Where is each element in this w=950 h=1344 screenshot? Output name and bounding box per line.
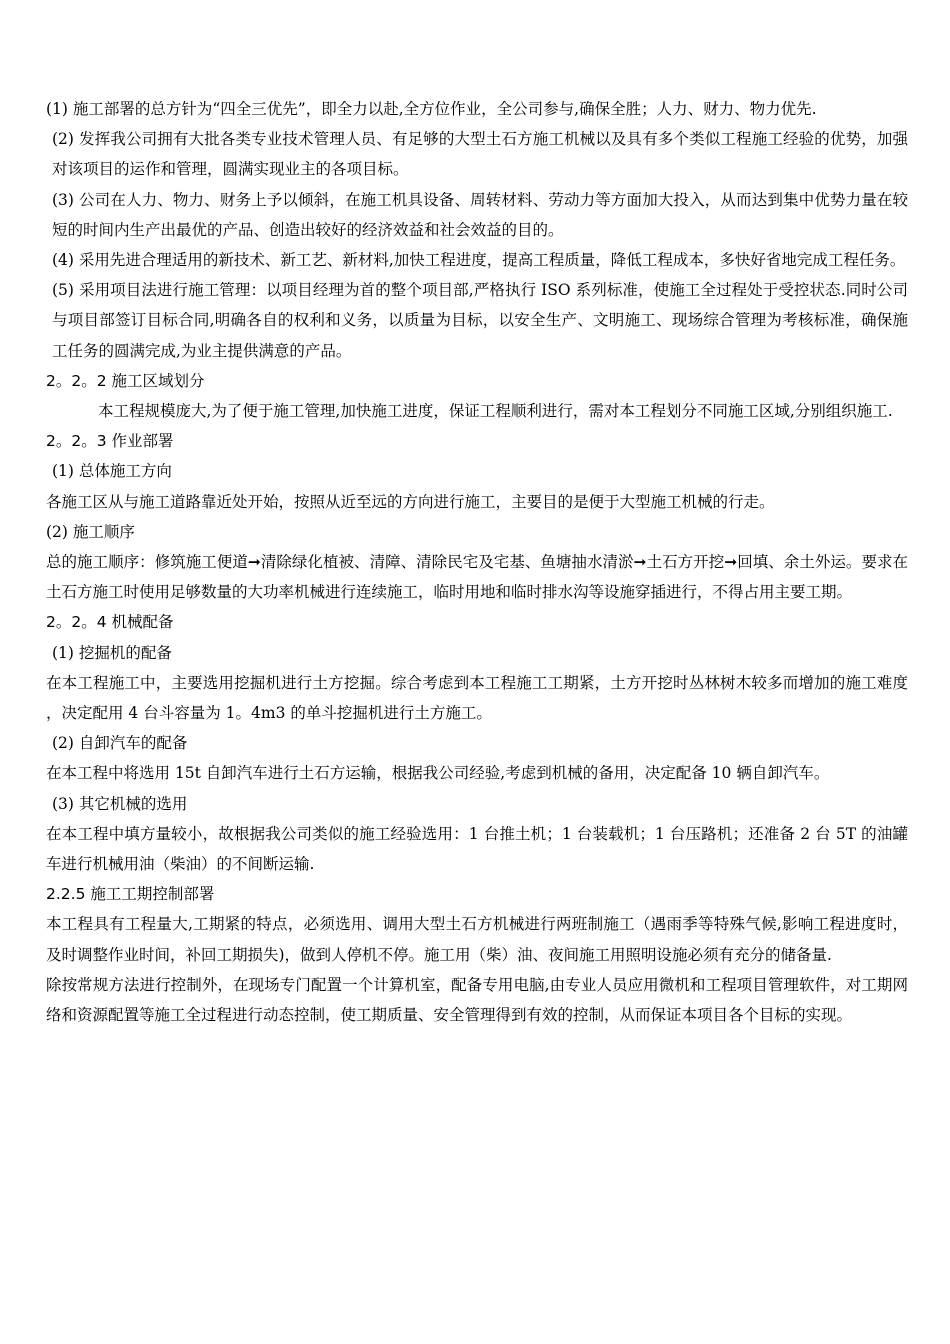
paragraph-excavator: 在本工程施工中，主要选用挖掘机进行土方挖掘。综合考虑到本工程施工工期紧，土方开挖时丛林树木较多而增加的施工难度，决定配用 4 台斗容量为 1。4m3 的单斗挖掘机进行土方施工。 xyxy=(46,673,908,723)
paragraph-dump-truck: 在本工程中将选用 15t 自卸汽车进行土石方运输，根据我公司经验,考虑到机械的备用，决定配备 10 辆自卸汽车。 xyxy=(46,764,830,783)
paragraph-schedule-control-method: 除按常规方法进行控制外，在现场专门配置一个计算机室，配备专用电脑,由专业人员应用微机和工程项目管理软件，对工期网络和资源配置等施工全过程进行动态控制，使工期质量、安全管理得到有效的控制，从而保证本项目各个目标的实现。 xyxy=(46,975,908,1025)
section-heading-work-deployment: 2。2。3 作业部署 xyxy=(46,432,174,451)
paragraph-construction-sequence: 总的施工顺序：修筑施工便道➞清除绿化植被、清障、清除民宅及宅基、鱼塘抽水清淤➞土石方开挖➞回填、余土外运。要求在土石方施工时使用足够数量的大功率机械进行连续施工，临时用地和临时排水沟等设施穿插进行，不得占用主要工期。 xyxy=(46,553,908,602)
subheading-excavator: (1) 挖掘机的配备 xyxy=(52,643,172,662)
paragraph-resource-input: (3) 公司在人力、物力、财务上予以倾斜，在施工机具设备、周转材料、劳动力等方面加大投入，从而达到集中优势力量在较短的时间内生产出最优的产品、创造出较好的经济效益和社会效益的目的。 xyxy=(52,190,908,239)
document-page xyxy=(46,94,908,1030)
paragraph-overall-direction: 各施工区从与施工道路靠近处开始，按照从近至远的方向进行施工，主要目的是便于大型施工机械的行走。 xyxy=(46,492,775,511)
paragraph-zone-division: 本工程规模庞大,为了便于施工管理,加快施工进度，保证工程顺利进行，需对本工程划分不同施工区域,分别组织施工. xyxy=(98,402,893,421)
paragraph-deployment-policy: (1) 施工部署的总方针为“四全三优先”，即全力以赴,全方位作业，全公司参与,确保全胜；人力、财力、物力优先. xyxy=(46,100,817,118)
subheading-construction-sequence: (2) 施工顺序 xyxy=(46,522,135,541)
section-heading-schedule-control: 2.2.5 施工工期控制部署 xyxy=(46,885,215,904)
section-heading-machinery: 2。2。4 机械配备 xyxy=(46,613,174,632)
paragraph-other-machinery: 在本工程中填方量较小，故根据我公司类似的施工经验选用：1 台推土机；1 台装载机；1 台压路机；还准备 2 台 5T 的油罐车进行机械用油（柴油）的不间断运输. xyxy=(46,824,908,874)
paragraph-schedule-features: 本工程具有工程量大,工期紧的特点，必须选用、调用大型土石方机械进行两班制施工（遇雨季等特殊气候,影响工程进度时，及时调整作业时间，补回工期损失)，做到人停机不停。施工用（柴）油、夜间施工用照明设施必须有充分的储备量. xyxy=(46,915,908,964)
section-heading-construction-zones: 2。2。2 施工区域划分 xyxy=(46,371,205,390)
paragraph-new-technology: (4) 采用先进合理适用的新技术、新工艺、新材料,加快工程进度，提高工程质量，降低工程成本，多快好省地完成工程任务。 xyxy=(52,251,906,270)
paragraph-project-management: (5) 采用项目法进行施工管理：以项目经理为首的整个项目部,严格执行 ISO 系列标准，使施工全过程处于受控状态.同时公司与项目部签订目标合同,明确各自的权利和义务，以质量为目标，以安全生产、文明施工、现场综合管理为考核标准，确保施工任务的圆满完成,为业主提供满意的产品。 xyxy=(52,281,908,360)
subheading-overall-direction: (1) 总体施工方向 xyxy=(52,462,172,481)
paragraph-technical-advantage: (2) 发挥我公司拥有大批各类专业技术管理人员、有足够的大型土石方施工机械以及具有多个类似工程施工经验的优势，加强对该项目的运作和管理，圆满实现业主的各项目标。 xyxy=(52,130,908,179)
subheading-dump-truck: (2) 自卸汽车的配备 xyxy=(52,734,188,753)
subheading-other-machinery: (3) 其它机械的选用 xyxy=(52,794,188,813)
